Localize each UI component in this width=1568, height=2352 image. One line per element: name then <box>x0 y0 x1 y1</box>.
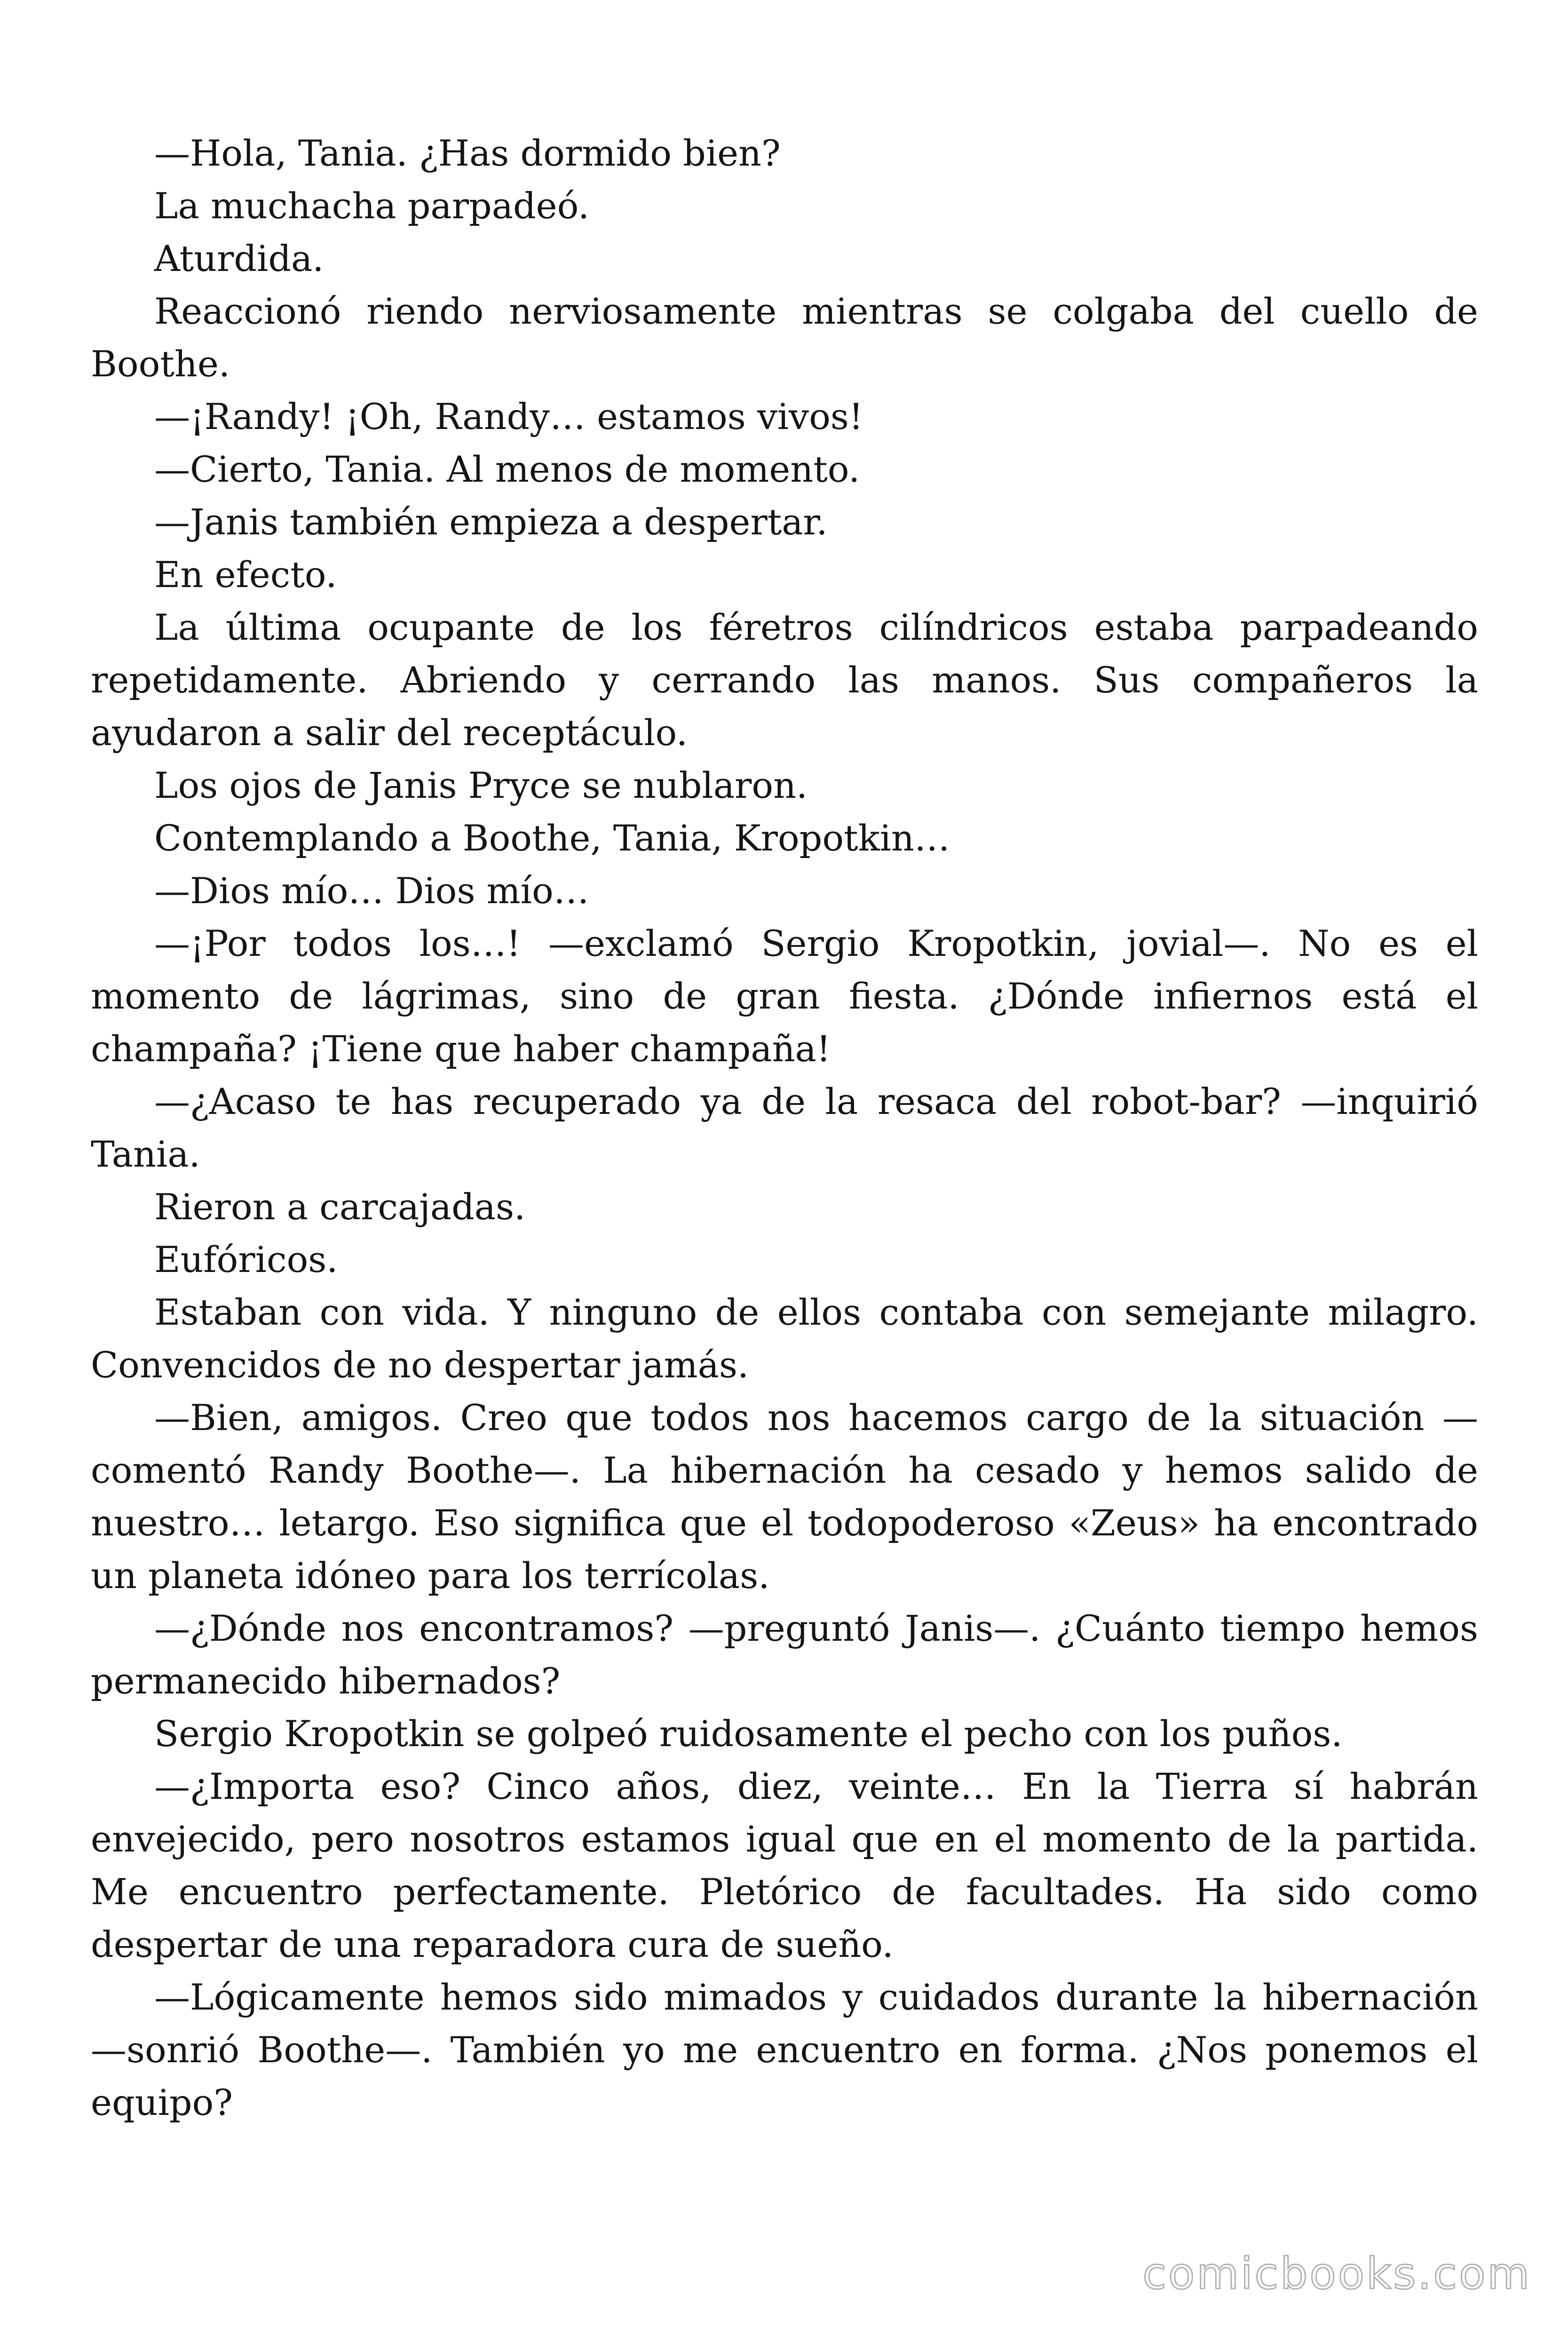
paragraph: Eufóricos. <box>154 1239 338 1280</box>
paragraph: —¿Acaso te has recuperado ya de la resaca del robot-bar? —inquirió Tania. <box>91 1081 1478 1175</box>
paragraph: —Cierto, Tania. Al menos de momento. <box>154 448 860 490</box>
paragraph: En efecto. <box>154 554 337 596</box>
paragraph: —Hola, Tania. ¿Has dormido bien? <box>154 132 781 174</box>
paragraph: Rieron a carcajadas. <box>154 1186 526 1228</box>
paragraph: —¿Importa eso? Cinco años, diez, veinte… En la Tierra sí habrán envejecido, pero nosotros estamos igual que en el momento de la partida. Me encuentro perfectamente. Pletórico de facultades. Ha sido como despertar de una reparadora cura de sueño. <box>91 1765 1478 1965</box>
paragraph: —Lógicamente hemos sido mimados y cuidados durante la hibernación —sonrió Boothe—. También yo me encuentro en forma. ¿Nos ponemos el equipo? <box>91 1976 1478 2123</box>
paragraph: Contemplando a Boothe, Tania, Kropotkin… <box>154 817 950 859</box>
paragraph: La muchacha parpadeó. <box>154 185 590 227</box>
paragraph: —Dios mío… Dios mío… <box>154 870 589 912</box>
paragraph: —Bien, amigos. Creo que todos nos hacemos cargo de la situación —comentó Randy Boothe—. La hibernación ha cesado y hemos salido de nuestro… letargo. Eso significa que el todopoderoso «Zeus» ha encontrado un planeta idóneo para los terrícolas. <box>91 1397 1478 1597</box>
body-text <box>91 127 1478 2129</box>
paragraph: La última ocupante de los féretros cilíndricos estaba parpadeando repetidamente. Abriendo y cerrando las manos. Sus compañeros la ayudaron a salir del receptáculo. <box>91 606 1478 754</box>
paragraph: —¡Randy! ¡Oh, Randy… estamos vivos! <box>154 396 863 437</box>
watermark: comicbooks.com <box>1142 2249 1531 2299</box>
paragraph: —¡Por todos los…! —exclamó Sergio Kropotkin, jovial—. No es el momento de lágrimas, sino de gran fiesta. ¿Dónde infiernos está el champaña? ¡Tiene que haber champaña! <box>91 922 1478 1070</box>
paragraph: —¿Dónde nos encontramos? —preguntó Janis—. ¿Cuánto tiempo hemos permanecido hibernados? <box>91 1607 1478 1702</box>
paragraph: Aturdida. <box>154 238 324 279</box>
paragraph: Estaban con vida. Y ninguno de ellos contaba con semejante milagro. Convencidos de no despertar jamás. <box>91 1291 1478 1386</box>
paragraph: Reaccionó riendo nerviosamente mientras se colgaba del cuello de Boothe. <box>91 290 1478 385</box>
paragraph: Sergio Kropotkin se golpeó ruidosamente el pecho con los puños. <box>154 1713 1343 1755</box>
paragraph: —Janis también empieza a despertar. <box>154 501 828 543</box>
paragraph: Los ojos de Janis Pryce se nublaron. <box>154 764 808 806</box>
